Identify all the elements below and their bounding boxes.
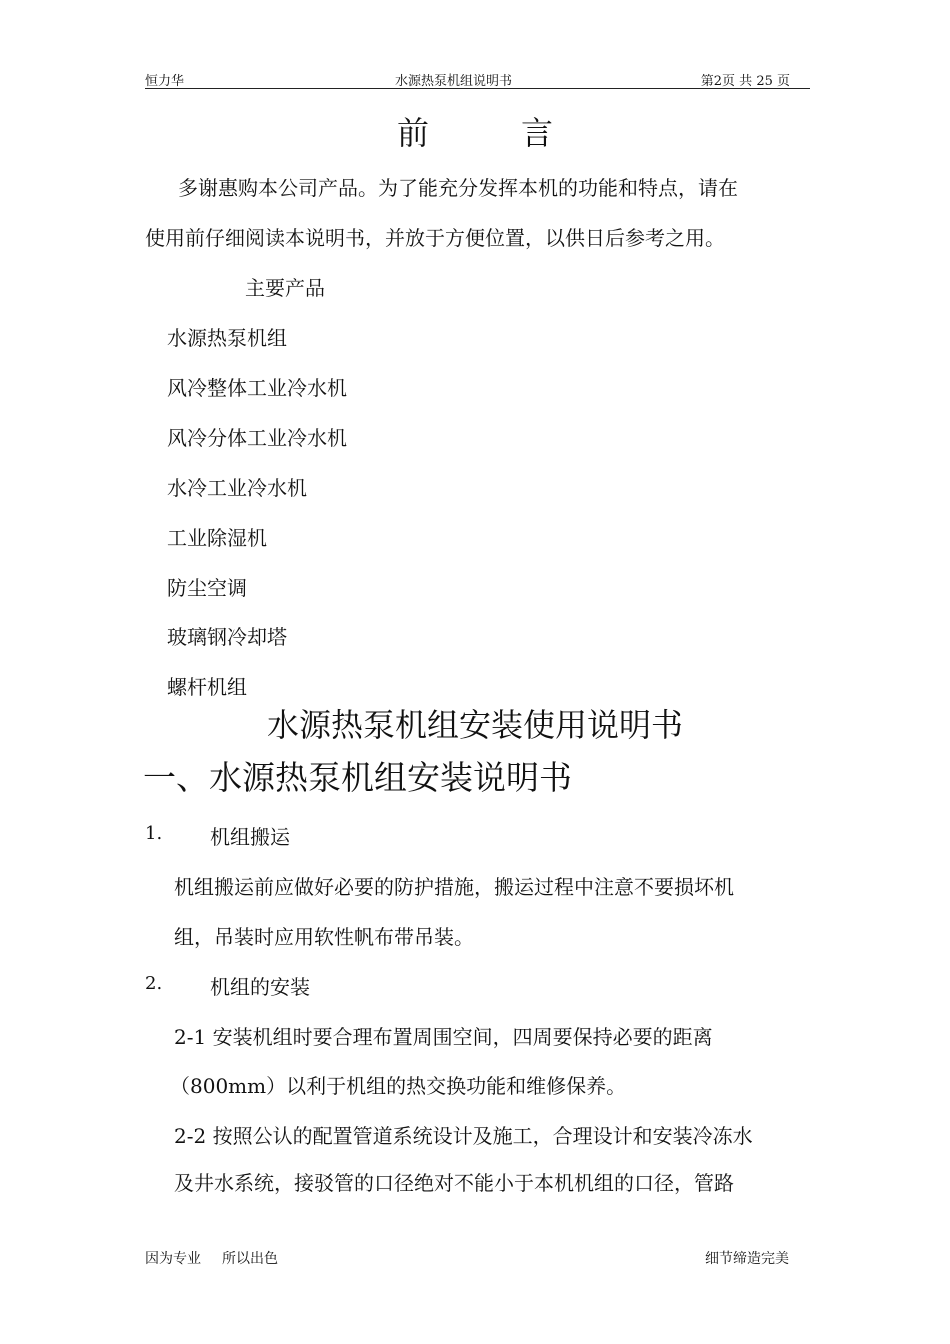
item-2-1-line-1: 2-1 安装机组时要合理布置周围空间，四周要保持必要的距离 <box>174 1025 713 1049</box>
header-company: 恒力华 <box>145 74 185 89</box>
item-2-2-line-1: 2-2 按照公认的配置管道系统设计及施工，合理设计和安装冷冻水 <box>174 1124 753 1148</box>
product-item: 水源热泵机组 <box>167 326 287 350</box>
page-header <box>145 68 810 89</box>
header-page-number: 第2页 共 25 页 <box>700 74 790 89</box>
item-2-2-line-2: 及井水系统，接驳管的口径绝对不能小于本机机组的口径，管路 <box>174 1171 734 1195</box>
item-1-line-1: 机组搬运前应做好必要的防护措施，搬运过程中注意不要损坏机 <box>174 875 734 899</box>
item-1-heading: 机组搬运 <box>210 825 290 849</box>
item-1-line-2: 组，吊装时应用软性帆布带吊装。 <box>174 925 474 949</box>
footer-slogan-2: 所以出色 <box>222 1251 278 1267</box>
header-doc-title: 水源热泵机组说明书 <box>395 74 513 89</box>
product-item: 螺杆机组 <box>167 675 247 699</box>
products-heading: 主要产品 <box>245 276 325 300</box>
item-1-number: 1. <box>145 823 163 844</box>
preface-title: 前言 <box>396 114 645 152</box>
product-item: 玻璃钢冷却塔 <box>167 625 287 649</box>
item-2-number: 2. <box>145 973 163 994</box>
product-item: 防尘空调 <box>167 576 247 600</box>
product-item: 水冷工业冷水机 <box>167 476 307 500</box>
preface-line-1: 多谢惠购本公司产品。为了能充分发挥本机的功能和特点，请在 <box>178 176 738 200</box>
preface-line-2: 使用前仔细阅读本说明书，并放于方便位置，以供日后参考之用。 <box>145 226 725 250</box>
product-item: 工业除湿机 <box>167 526 267 550</box>
section-1-title: 一、水源热泵机组安装说明书 <box>143 758 572 797</box>
item-2-1-line-2: （800mm）以利于机组的热交换功能和维修保养。 <box>170 1074 627 1098</box>
item-2-heading: 机组的安装 <box>210 975 310 999</box>
main-title: 水源热泵机组安装使用说明书 <box>266 706 683 744</box>
footer-slogan-3: 细节缔造完美 <box>705 1251 789 1267</box>
product-item: 风冷整体工业冷水机 <box>167 376 347 400</box>
product-item: 风冷分体工业冷水机 <box>167 426 347 450</box>
footer-slogan-1: 因为专业 <box>145 1251 201 1267</box>
